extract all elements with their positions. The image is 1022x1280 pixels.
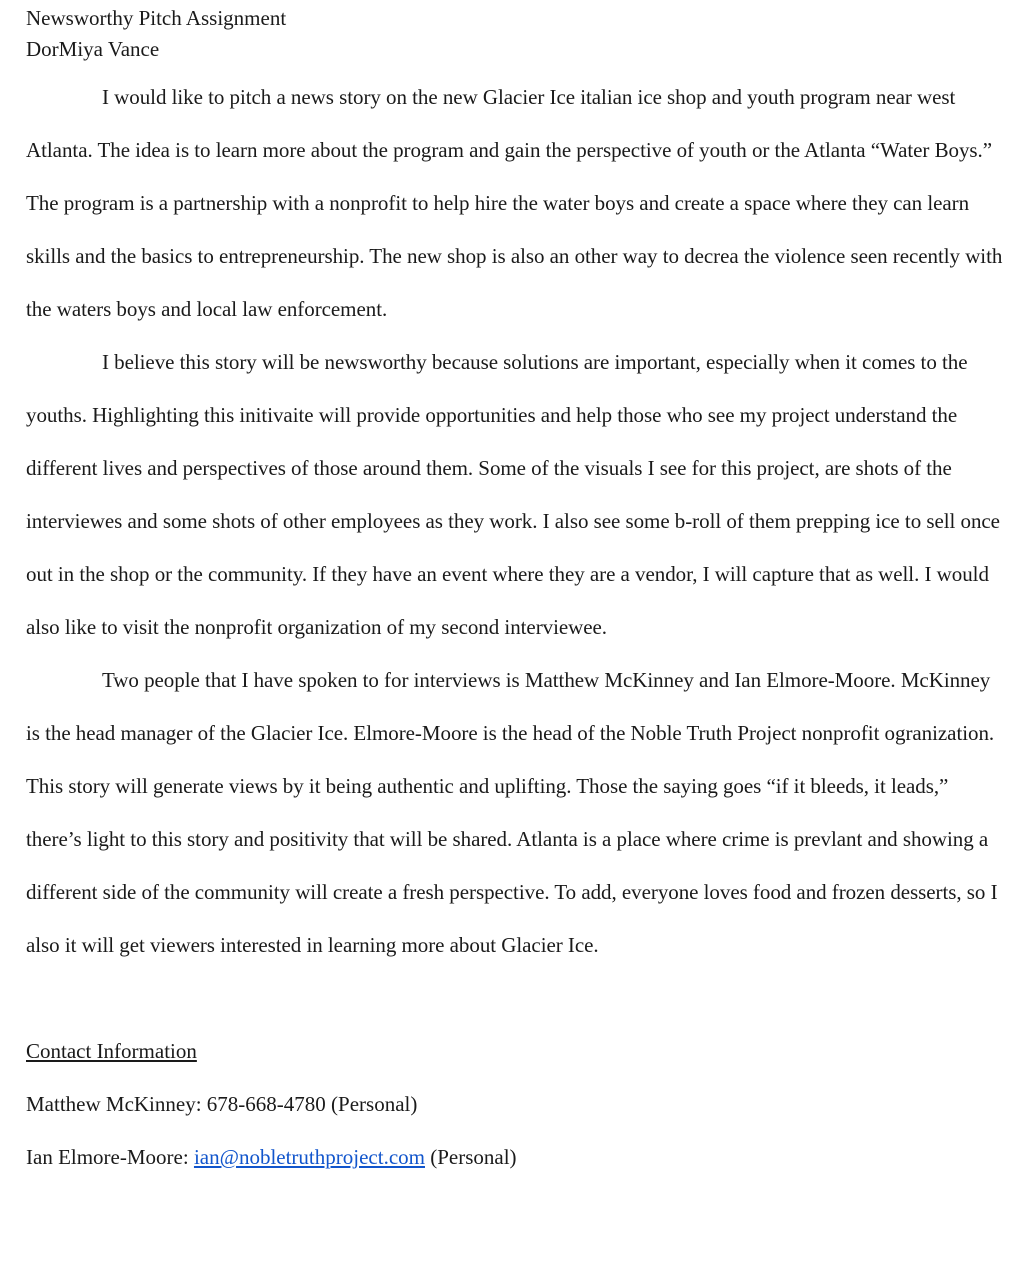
contact-mckinney: Matthew McKinney: 678-668-4780 (Personal) <box>26 1092 418 1116</box>
paragraph-3: Two people that I have spoken to for interviews is Matthew McKinney and Ian Elmore-Moore. McKinney is the head manager of the Glacier Ice. Elmore-Moore is the head of the Noble Truth Project nonprofit ogranization. This story will generate views by it being authentic and uplifting. Those the saying goes “if it bleeds, it leads,” there’s light to this story and positivity that will be shared. Atlanta is a place where crime is prevlant and showing a different side of the community will create a fresh perspective. To add, everyone loves food and frozen desserts, so I also it will get viewers interested in learning more about Glacier Ice. <box>26 668 998 957</box>
paragraph-1: I would like to pitch a news story on the new Glacier Ice italian ice shop and youth program near west Atlanta. The idea is to learn more about the program and gain the perspective of youth or the Atlanta “Water Boys.” The program is a partnership with a nonprofit to help hire the water boys and create a space where they can learn skills and the basics to entrepreneurship. The new shop is also an other way to decrea the violence seen recently with the waters boys and local law enforcement. <box>26 85 1003 321</box>
author-name: DorMiya Vance <box>26 37 160 61</box>
contact-heading <box>26 1025 1006 1078</box>
paragraph-2: I believe this story will be newsworthy because solutions are important, especially when it comes to the youths. Highlighting this initivaite will provide opportunities and help those who see my project understand the different lives and perspectives of those around them. Some of the visuals I see for this project, are shots of the interviewes and some shots of other employees as they work. I also see some b-roll of them prepping ice to sell once out in the shop or the community. If they have an event where they are a vendor, I will capture that as well. I would also like to visit the nonprofit organization of my second interviewee. <box>26 350 1000 639</box>
contact-heading-text: Contact Information <box>26 1039 197 1063</box>
blank-line <box>26 972 1006 1025</box>
document-title: Newsworthy Pitch Assignment <box>26 6 287 30</box>
contact-elmore-prefix: Ian Elmore-Moore: <box>26 1145 194 1169</box>
contact-elmore-suffix: (Personal) <box>424 1145 517 1169</box>
document-page <box>26 0 1006 1184</box>
contact-elmore-moore <box>26 1131 1006 1184</box>
email-link[interactable]: ian@nobletruthproject.com <box>193 1145 425 1169</box>
